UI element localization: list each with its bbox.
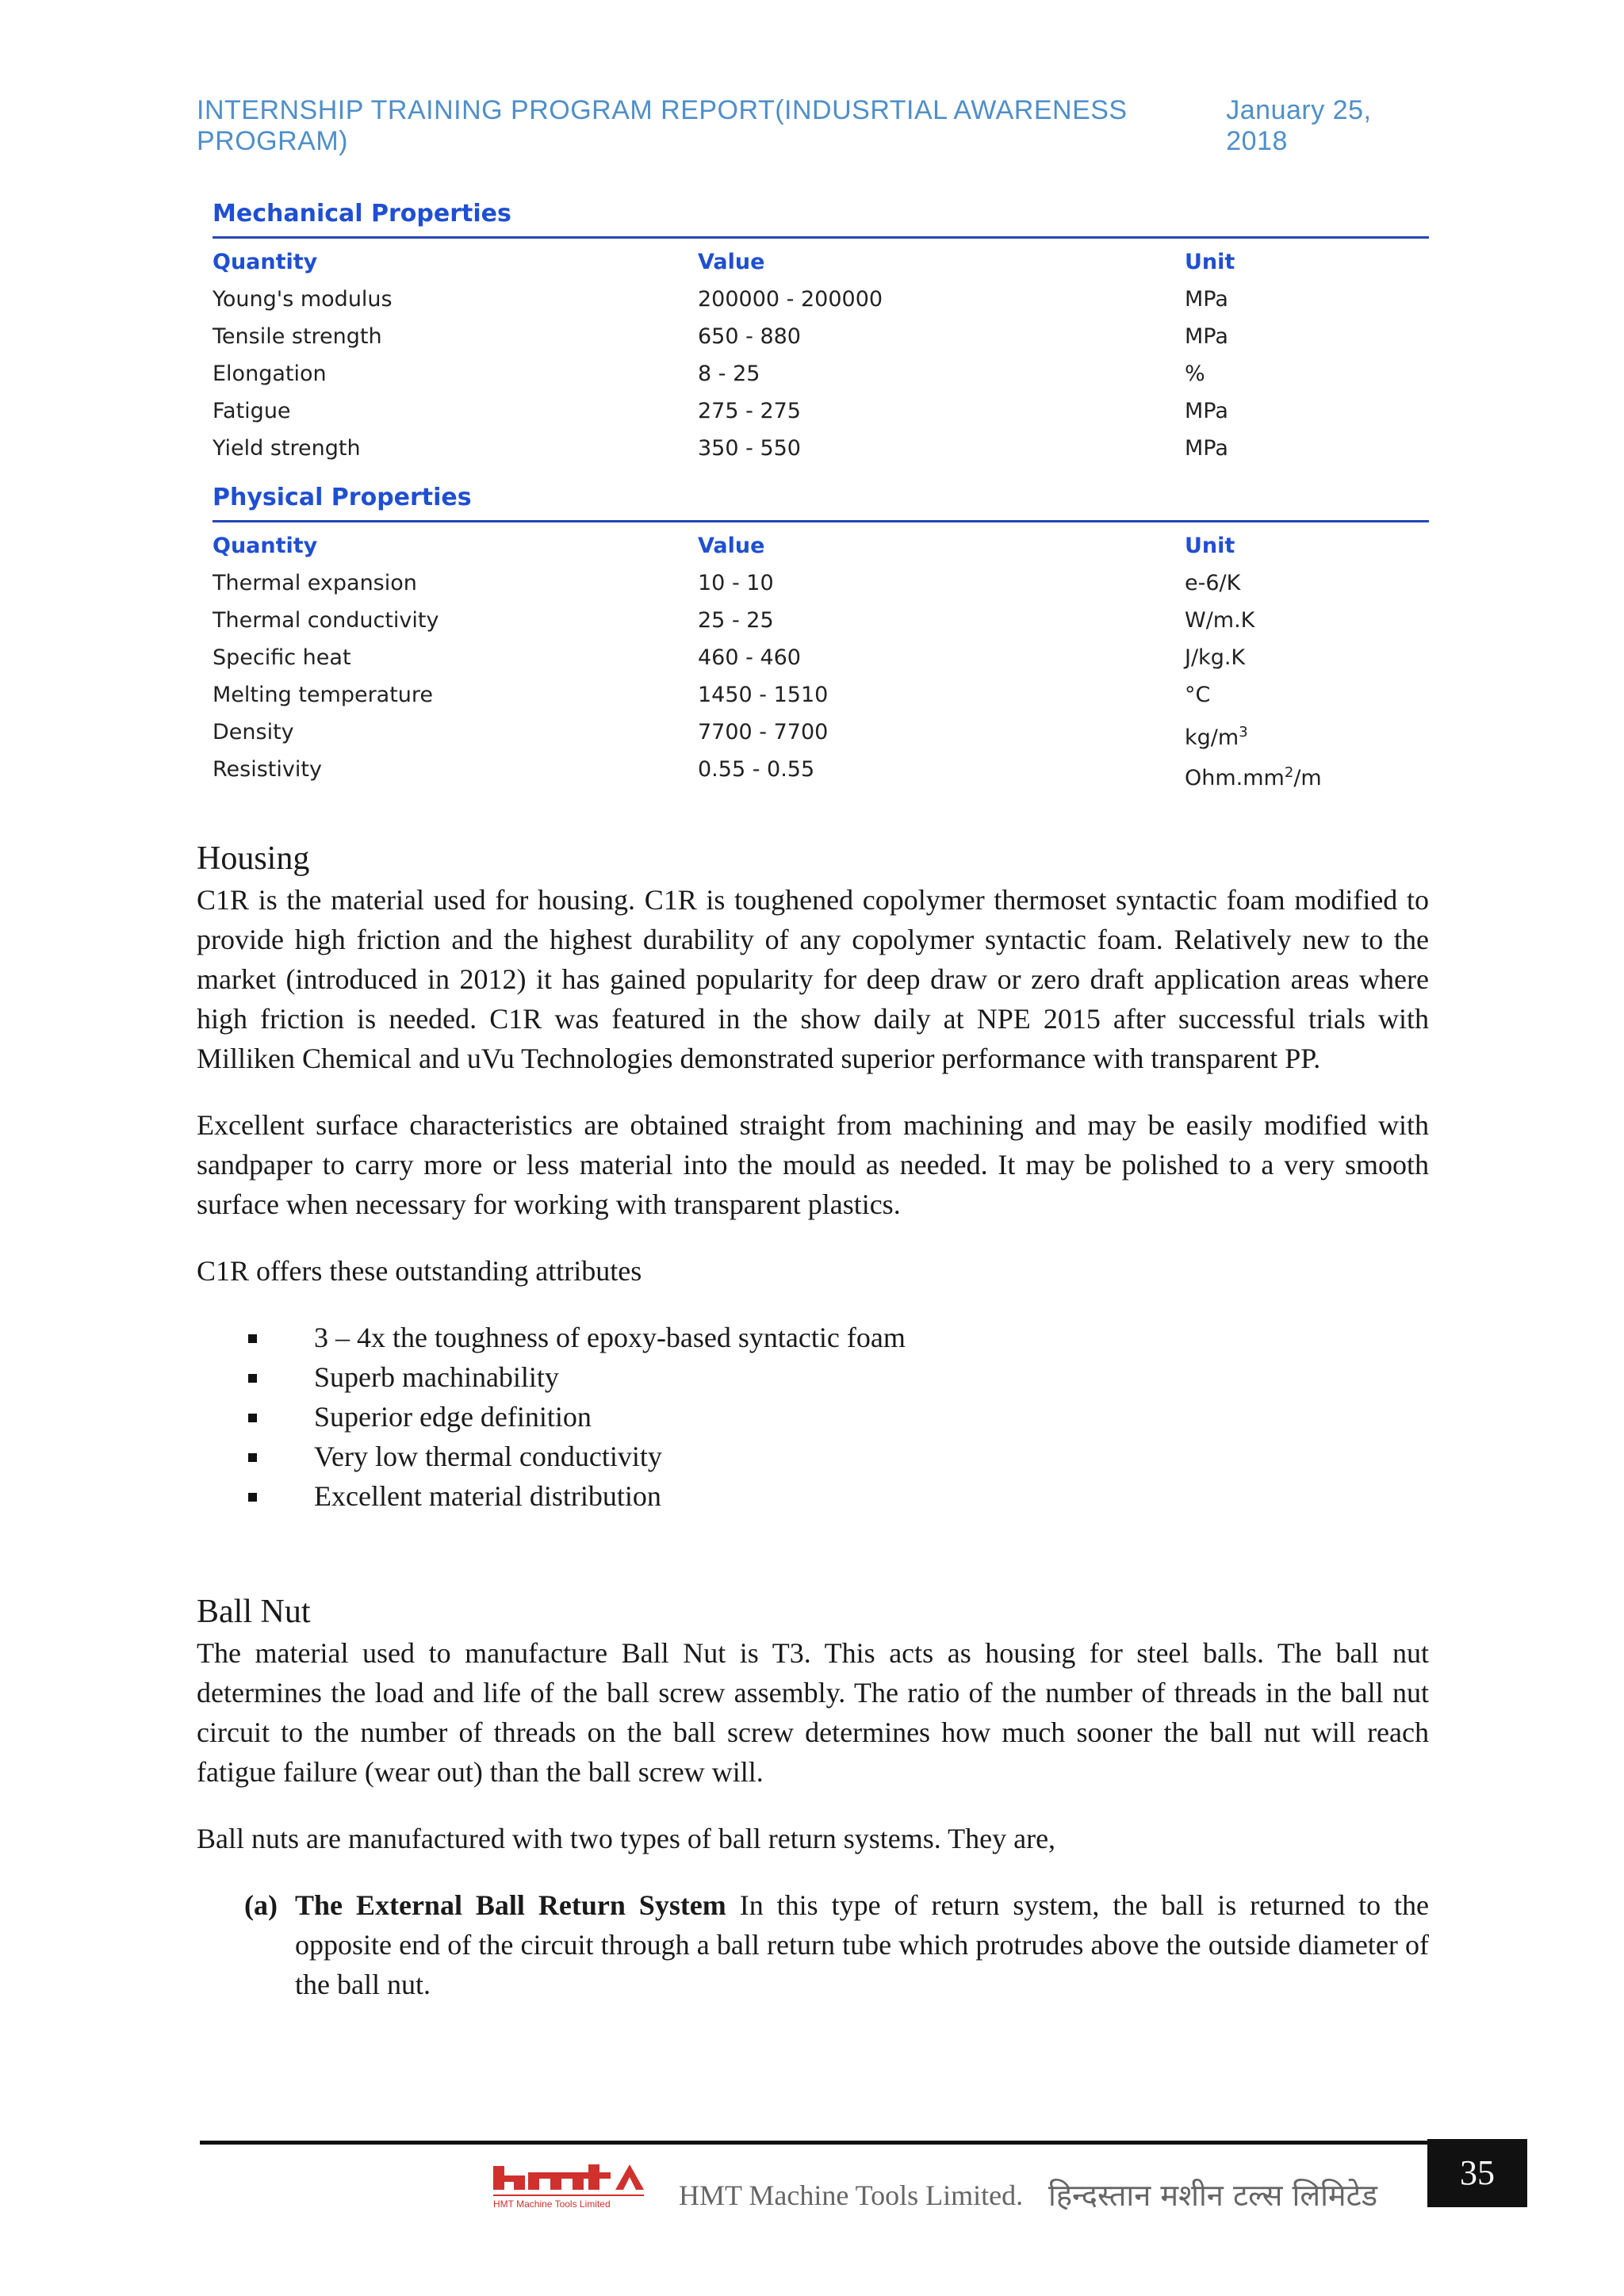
- list-item-text: Very low thermal conductivity: [314, 1441, 662, 1472]
- footer-company-name: HMT Machine Tools Limited.: [679, 2179, 1024, 2211]
- cell-unit: J/kg.K: [1185, 645, 1246, 670]
- list-item-text: Superior edge definition: [314, 1401, 592, 1433]
- item-label: (a): [244, 1889, 278, 1921]
- cell-value: 7700 - 7700: [698, 720, 829, 744]
- cell-unit: e-6/K: [1185, 571, 1241, 595]
- column-header-unit: Unit: [1185, 534, 1235, 558]
- page-header: [197, 95, 1429, 156]
- item-text: In this type of return system, the ball is returned to the opposite end of the circuit through a ball return tube which protrudes above the outside diameter of the ball nut.: [295, 1889, 1429, 2000]
- cell-value: 200000 - 200000: [698, 287, 883, 312]
- cell-unit: W/m.K: [1185, 608, 1255, 633]
- table-header-row: [213, 527, 1429, 564]
- housing-section: [197, 837, 1429, 1516]
- cell-value: 275 - 275: [698, 399, 801, 423]
- table-row: [213, 602, 1429, 639]
- physical-properties-table: [213, 480, 1429, 788]
- cell-quantity: Thermal conductivity: [213, 608, 439, 633]
- cell-quantity: Young's modulus: [213, 287, 393, 312]
- cell-unit: MPa: [1185, 436, 1228, 461]
- table-row: [213, 564, 1429, 602]
- cell-unit: MPa: [1185, 399, 1228, 423]
- list-item-text: 3 – 4x the toughness of epoxy-based syntactic foam: [314, 1322, 906, 1353]
- table-row: [213, 318, 1429, 355]
- list-item: [197, 1357, 1429, 1397]
- table-header-row: [213, 243, 1429, 281]
- unit-base: kg/m: [1185, 725, 1239, 750]
- cell-unit: °C: [1185, 683, 1211, 707]
- mechanical-properties-table: [213, 197, 1429, 467]
- column-header-value: Value: [698, 534, 765, 558]
- cell-quantity: Specific heat: [213, 645, 351, 670]
- unit-exponent: 2: [1284, 764, 1294, 781]
- cell-quantity: Fatigue: [213, 399, 291, 423]
- page-number: 35: [1427, 2139, 1527, 2207]
- column-header-value: Value: [698, 250, 765, 274]
- cell-unit: MPa: [1185, 324, 1228, 349]
- footer-company-name-hindi: हिन्दस्तान मशीन टल्स लिमिटेड: [1048, 2178, 1378, 2213]
- cell-unit: MPa: [1185, 287, 1228, 312]
- column-header-quantity: Quantity: [213, 534, 318, 558]
- cell-value: 650 - 880: [698, 324, 801, 349]
- attributes-list: [197, 1318, 1429, 1516]
- bullet-square-icon: [248, 1493, 257, 1502]
- list-item: [197, 1476, 1429, 1516]
- column-header-unit: Unit: [1185, 250, 1235, 274]
- logo-caption: HMT Machine Tools Limited: [493, 2198, 611, 2210]
- table-rule: [213, 236, 1429, 239]
- list-item-text: Superb machinability: [314, 1361, 559, 1393]
- list-item: [197, 1397, 1429, 1437]
- cell-unit: [1185, 714, 1429, 750]
- cell-value: 1450 - 1510: [698, 683, 829, 707]
- bullet-square-icon: [248, 1453, 257, 1462]
- cell-unit: [1185, 748, 1429, 790]
- table-row: [213, 281, 1429, 318]
- unit-exponent: 3: [1239, 724, 1248, 740]
- cell-value: 0.55 - 0.55: [698, 757, 815, 782]
- cell-quantity: Thermal expansion: [213, 571, 417, 595]
- table-row: [213, 639, 1429, 676]
- cell-unit: %: [1185, 362, 1205, 386]
- unit-base: Ohm.mm: [1185, 766, 1285, 790]
- table-rule: [213, 520, 1429, 522]
- physical-properties-title: Physical Properties: [213, 484, 472, 511]
- ball-nut-paragraph-2: Ball nuts are manufactured with two types of ball return systems. They are,: [197, 1823, 1056, 1854]
- column-header-quantity: Quantity: [213, 250, 318, 274]
- item-title: The External Ball Return System: [295, 1889, 726, 1921]
- housing-paragraph-3: C1R offers these outstanding attributes: [197, 1255, 642, 1287]
- cell-value: 25 - 25: [698, 608, 774, 633]
- table-row: [213, 392, 1429, 430]
- bullet-square-icon: [248, 1414, 257, 1422]
- list-item-text: Excellent material distribution: [314, 1480, 661, 1512]
- cell-value: 460 - 460: [698, 645, 801, 670]
- housing-paragraph-1: C1R is the material used for housing. C1R is toughened copolymer thermoset syntactic foam modified to provide high friction and the highest durability of any copolymer syntactic foam. Relatively new to the market (introduced in 2012) it has gained popularity for deep draw or zero draft application areas where high friction is needed. C1R was featured in the show daily at NPE 2015 after successful trials with Milliken Chemical and uVu Technologies demonstrated superior performance with transparent PP.: [197, 884, 1429, 1074]
- bullet-square-icon: [248, 1374, 257, 1383]
- cell-quantity: Elongation: [213, 362, 327, 386]
- cell-value: 350 - 550: [698, 436, 801, 461]
- header-date: January 25, 2018: [1226, 95, 1372, 156]
- table-row: [213, 714, 1429, 751]
- cell-quantity: Density: [213, 720, 294, 744]
- bullet-square-icon: [248, 1334, 257, 1343]
- list-item: [197, 1318, 1429, 1357]
- hmt-logo-icon: [492, 2161, 676, 2210]
- header-title: INTERNSHIP TRAINING PROGRAM REPORT(INDUSRTIAL AWARENESS PROGRAM): [197, 95, 1128, 156]
- return-system-item-a: [197, 1885, 1429, 2004]
- cell-quantity: Tensile strength: [213, 324, 382, 349]
- unit-suffix: /m: [1293, 766, 1322, 790]
- housing-paragraph-2: Excellent surface characteristics are obtained straight from machining and may be easily modified with sandpaper to carry more or less material into the mould as needed. It may be polished to a very smooth surface when necessary for working with transparent plastics.: [197, 1109, 1429, 1220]
- table-row: [213, 751, 1429, 788]
- mechanical-properties-title: Mechanical Properties: [213, 200, 511, 228]
- footer-rule: [200, 2141, 1427, 2145]
- cell-quantity: Resistivity: [213, 757, 322, 782]
- ball-nut-paragraph-1: The material used to manufacture Ball Nut is T3. This acts as housing for steel balls. The ball nut determines the load and life of the ball screw assembly. The ratio of the number of threads in the ball nut circuit to the number of threads on the ball screw determines how much sooner the ball nut will reach fatigue failure (wear out) than the ball screw will.: [197, 1637, 1429, 1788]
- table-row: [213, 430, 1429, 467]
- ball-nut-section: [197, 1590, 1429, 2004]
- cell-quantity: Yield strength: [213, 436, 361, 461]
- cell-value: 10 - 10: [698, 571, 774, 595]
- ball-nut-heading: Ball Nut: [197, 1594, 311, 1630]
- table-row: [213, 355, 1429, 392]
- cell-quantity: Melting temperature: [213, 683, 434, 707]
- list-item: [197, 1437, 1429, 1476]
- table-row: [213, 676, 1429, 714]
- housing-heading: Housing: [197, 840, 310, 877]
- cell-value: 8 - 25: [698, 362, 760, 386]
